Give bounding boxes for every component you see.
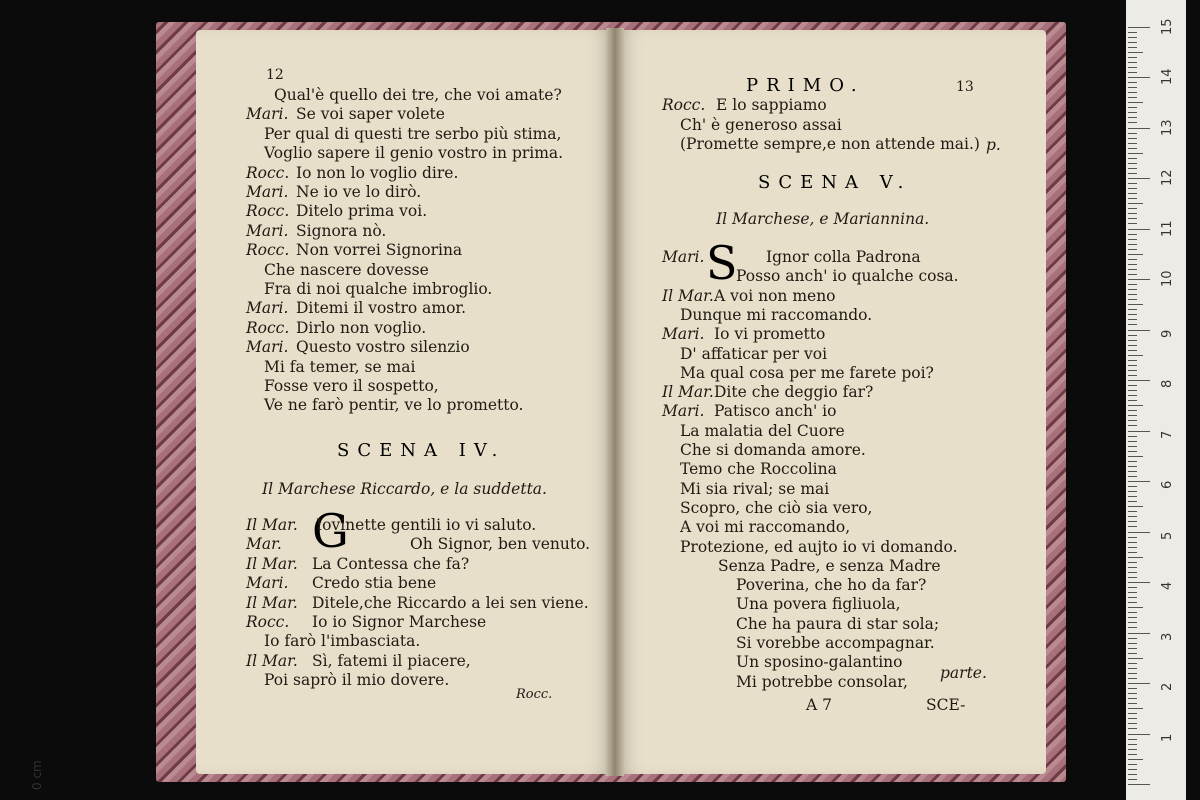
ruler-tick [1128,663,1137,664]
ruler-tick [1128,476,1137,477]
dialogue-line: Senza Padre, e senza Madre [718,556,941,575]
ruler-tick [1128,668,1137,669]
ruler-tick [1128,264,1137,265]
ruler-tick [1128,532,1150,533]
ruler-tick [1128,163,1137,164]
ruler-tick [1128,82,1137,83]
ruler-tick [1128,213,1137,214]
speaker-label: Mari. [662,325,705,344]
ruler-tick [1128,734,1150,735]
ruler-tick [1128,365,1137,366]
speaker-label: Mari. [246,105,289,124]
ruler-number: 5 [1160,531,1175,540]
ruler-tick [1128,294,1137,295]
ruler-number: 11 [1160,219,1175,237]
speaker-label: Il Mar. [246,651,298,670]
ruler-tick [1128,259,1137,260]
dialogue-line: Mi sia rival; se mai [680,479,830,498]
ruler-tick [1128,526,1137,527]
dialogue-line: Ditemi il vostro amor. [296,299,467,318]
speaker-label: Il Mar. [246,554,298,573]
ruler-number: 7 [1160,430,1175,439]
ruler-tick [1128,244,1137,245]
ruler-tick [1128,431,1150,432]
speaker-label: Il Mar. [246,593,298,612]
ruler-tick [1128,653,1137,654]
dialogue-line: Posso anch' io qualche cosa. [736,267,959,286]
ruler-number: 9 [1160,329,1175,338]
ruler-tick [1128,309,1137,310]
speaker-label: Mar. [246,535,282,554]
ruler-tick [1128,254,1143,255]
ruler-number: 4 [1160,581,1175,590]
ruler-tick [1128,703,1137,704]
ruler-tick [1128,587,1137,588]
ruler-tick [1128,42,1137,43]
ruler-tick [1128,314,1137,315]
speaker-label: Mari. [662,402,705,421]
ruler-tick [1128,425,1137,426]
dialogue-line: Qual'è quello dei tre, che voi amate? [274,86,562,104]
ruler-tick [1128,32,1137,33]
ruler-tick [1128,451,1137,452]
ruler-tick [1128,198,1137,199]
dialogue-line: E lo sappiamo [716,96,827,114]
ruler-tick [1128,269,1137,270]
speaker-label: Rocc. [246,202,290,221]
ruler-tick [1128,52,1143,53]
ruler-tick [1128,405,1143,406]
ruler-tick [1128,779,1137,780]
ruler-tick [1128,37,1137,38]
dialogue-line: Fosse vero il sospetto, [264,377,439,395]
ruler-tick [1128,698,1137,699]
ruler-tick [1128,521,1137,522]
dialogue-line: Dirlo non voglio. [296,318,427,337]
dialogue-line: Patisco anch' io [714,402,837,421]
ruler-tick [1128,410,1137,411]
dialogue-line: Ne io ve lo dirò. [296,183,422,201]
ruler-tick [1128,592,1137,593]
ruler-tick [1128,491,1137,492]
ruler-tick [1128,648,1137,649]
dialogue-line: Mi potrebbe consolar, [736,672,908,691]
dialogue-line: Una povera figliuola, [736,595,901,614]
ruler-tick [1128,749,1137,750]
dialogue-line: Un sposino-galantino [736,653,903,672]
speaker-label: Mari. [246,574,289,593]
ruler-tick [1128,759,1143,760]
dialogue-line: Per qual di questi tre serbo più stima, [264,124,562,143]
ruler-unit-label: 0 cm [30,760,44,790]
dialogue-line: D' affaticar per voi [680,344,828,363]
speaker-label: Rocc. [662,96,706,114]
ruler-tick [1128,72,1137,73]
ruler-tick [1128,643,1137,644]
left-page-number: 12 [266,67,284,83]
right-page-number: 13 [956,79,974,95]
ruler-tick [1128,97,1137,98]
ruler-number: 15 [1160,17,1175,35]
dialogue-line: Io vi prometto [714,325,826,344]
ruler-tick [1128,718,1137,719]
speaker-label: Rocc. [246,613,290,631]
ruler-tick [1128,360,1137,361]
ruler-tick [1128,143,1137,144]
ruler-number: 12 [1160,169,1175,186]
ruler-tick [1128,713,1137,714]
dialogue-line: A voi mi raccomando, [680,518,851,537]
ruler-tick [1128,481,1150,482]
ruler-tick [1128,218,1137,219]
ruler-tick [1128,158,1137,159]
exit-mark: parte. [940,664,987,682]
ruler-tick [1128,375,1137,376]
speaker-label: Mari. [246,299,289,318]
ruler-number: 3 [1160,632,1175,641]
dialogue-line: Voglio sapere il genio vostro in prima. [264,144,564,163]
ruler-number: 1 [1160,733,1175,742]
speaker-label: Rocc. [246,318,290,337]
speaker-label: Mari. [246,183,289,201]
dialogue-line: Dunque mi raccomando. [680,305,873,324]
ruler-tick [1128,385,1137,386]
ruler-tick [1128,203,1143,204]
dialogue-line: Dite che deggio far? [714,383,874,402]
ruler-tick [1128,193,1137,194]
ruler-tick [1128,542,1137,543]
dialogue-line: Che si domanda amore. [680,441,866,459]
ruler-tick [1128,708,1143,709]
ruler-tick [1128,486,1137,487]
ruler-tick [1128,390,1137,391]
ruler-tick [1128,340,1137,341]
ruler-tick [1128,627,1137,628]
ruler-tick [1128,446,1137,447]
ruler-tick [1128,612,1137,613]
dialogue-line: Io farò l'imbasciata. [264,632,421,651]
ruler-tick [1128,723,1137,724]
ruler-tick [1128,133,1137,134]
ruler-tick [1128,547,1137,548]
ruler-number: 13 [1160,118,1175,136]
dialogue-line: Questo vostro silenzio [296,338,470,357]
right-scene-title: SCENA V. [758,172,912,193]
left-catchword: Rocc. [516,687,553,702]
ruler-tick [1128,345,1137,346]
ruler-number: 10 [1160,270,1175,287]
ruler-tick [1128,304,1143,305]
ruler-tick [1128,441,1137,442]
ruler-number: 6 [1160,480,1175,489]
ruler-tick [1128,355,1143,356]
dialogue-line: Fra di noi qualche imbroglio. [264,280,493,298]
ruler-tick [1128,168,1137,169]
ruler-tick [1128,572,1137,573]
ruler-tick [1128,415,1137,416]
speaker-label: Rocc. [246,163,290,182]
dialogue-line: Credo stia bene [312,574,437,593]
ruler-tick [1128,456,1143,457]
dialogue-line: La Contessa che fa? [312,554,470,573]
ruler-tick [1128,183,1137,184]
aside-mark: p. [986,136,1001,154]
speaker-label: Rocc. [246,241,290,260]
ruler-tick [1128,350,1137,351]
book-gutter [606,28,624,776]
ruler-tick [1128,607,1143,608]
speaker-label: Il Mar. [662,286,714,305]
dialogue-line: Protezione, ed aujto io vi domando. [680,537,958,556]
ruler-tick [1128,617,1137,618]
right-scene-subtitle: Il Marchese, e Mariannina. [716,210,930,228]
dialogue-line: A voi non meno [714,286,836,305]
ruler-number: 14 [1160,68,1175,85]
ruler-tick [1128,506,1143,507]
dialogue-line: Signora nò. [296,221,387,240]
ruler-tick [1128,208,1137,209]
ruler-tick [1128,229,1150,230]
left-dropcap: G [312,504,349,558]
ruler-tick [1128,678,1137,679]
dialogue-line: Io non lo voglio dire. [296,163,459,182]
ruler-tick [1128,87,1137,88]
ruler-tick [1128,400,1137,401]
ruler-tick [1128,638,1137,639]
ruler-tick [1128,471,1137,472]
ruler-tick [1128,784,1150,785]
ruler-tick [1128,178,1150,179]
dialogue-line: Poi saprò il mio dovere. [264,671,450,690]
ruler-tick [1128,92,1137,93]
ruler-tick [1128,501,1137,502]
dialogue-line: Ve ne farò pentir, ve lo prometto. [264,396,524,415]
ruler-tick [1128,739,1137,740]
ruler-tick [1128,683,1150,684]
ruler-tick [1128,511,1137,512]
speaker-label: Il Mar. [246,516,298,534]
ruler-tick [1128,658,1143,659]
speaker-label: Mari. [662,248,705,266]
dialogue-line: Ma qual cosa per me farete poi? [680,363,934,382]
ruler-tick [1128,557,1143,558]
ruler-tick [1128,774,1137,775]
ruler-tick [1128,57,1137,58]
ruler-tick [1128,537,1137,538]
ruler-tick [1128,582,1150,583]
ruler-tick [1128,330,1150,331]
ruler-tick [1128,496,1137,497]
ruler-tick [1128,395,1137,396]
ruler-tick [1128,239,1137,240]
speaker-label: Mari. [246,338,289,357]
left-scene-title: SCENA IV. [337,440,506,461]
ruler-tick [1128,284,1137,285]
ruler-tick [1128,335,1137,336]
ruler-tick [1128,299,1137,300]
dialogue-line: Ignor colla Padrona [766,248,921,266]
ruler-tick [1128,107,1137,108]
dialogue-line: Che ha paura di star sola; [736,614,940,633]
ruler-tick [1128,754,1137,755]
ruler-tick [1128,744,1137,745]
ruler-tick [1128,223,1137,224]
ruler-tick [1128,234,1137,235]
ruler-tick [1128,577,1137,578]
ruler-tick [1128,188,1137,189]
dialogue-line: Mi fa temer, se mai [264,357,416,376]
right-catchword: SCE- [926,696,966,714]
ruler-tick [1128,117,1137,118]
ruler-tick [1128,764,1137,765]
ruler-tick [1128,370,1137,371]
ruler-tick [1128,597,1137,598]
ruler-tick [1128,516,1137,517]
ruler-tick [1128,436,1137,437]
ruler-tick [1128,47,1137,48]
ruler-tick [1128,769,1137,770]
dialogue-line: Si vorebbe accompagnar. [736,634,935,652]
ruler-tick [1128,122,1137,123]
dialogue-line: Io io Signor Marchese [312,613,487,631]
ruler-number: 2 [1160,682,1175,691]
speaker-label: Mari. [246,221,289,240]
dialogue-line: La malatia del Cuore [680,421,845,440]
ruler-tick [1128,67,1137,68]
dialogue-line: Ditele,che Riccardo a lei sen viene. [312,593,589,612]
speaker-label: Il Mar. [662,383,714,402]
ruler-tick [1128,673,1137,674]
dialogue-line: Sì, fatemi il piacere, [312,651,471,670]
dialogue-line: Ditelo prima voi. [296,202,428,221]
ruler-tick [1128,148,1137,149]
ruler-tick [1128,461,1137,462]
ruler-tick [1128,289,1137,290]
ruler-tick [1128,173,1137,174]
dialogue-line: Se voi saper volete [296,105,445,124]
ruler-tick [1128,562,1137,563]
ruler-tick [1128,249,1137,250]
ruler-tick [1128,633,1150,634]
dialogue-line: Iovinette gentili io vi saluto. [316,516,537,534]
dialogue-line: Che nascere dovesse [264,260,429,279]
ruler-tick [1128,466,1137,467]
ruler-tick [1128,693,1137,694]
ruler-tick [1128,567,1137,568]
dialogue-line: Oh Signor, ben venuto. [410,535,591,554]
dialogue-line: (Promette sempre,e non attende mai.) [680,135,980,153]
ruler-tick [1128,62,1137,63]
ruler-tick [1128,77,1150,78]
dialogue-line: Temo che Roccolina [680,460,837,479]
ruler-tick [1128,319,1137,320]
ruler-tick [1128,602,1137,603]
ruler-tick [1128,138,1137,139]
right-dropcap: S [706,236,738,290]
ruler-tick [1128,274,1137,275]
ruler-tick [1128,688,1137,689]
left-scene-subtitle: Il Marchese Riccardo, e la suddetta. [262,480,547,498]
ruler-number: 8 [1160,379,1175,388]
ruler-tick [1128,153,1143,154]
ruler-tick [1128,279,1150,280]
signature-mark: A 7 [806,696,832,714]
ruler-tick [1128,622,1137,623]
ruler-tick [1128,420,1137,421]
ruler-tick [1128,112,1137,113]
ruler-tick [1128,102,1143,103]
dialogue-line: Ch' è generoso assai [680,115,842,134]
ruler-tick [1128,128,1150,129]
ruler-tick [1128,324,1137,325]
ruler-tick [1128,380,1150,381]
ruler-tick [1128,728,1137,729]
ruler-tick [1128,552,1137,553]
running-head: PRIMO. [746,75,865,96]
dialogue-line: Non vorrei Signorina [296,241,463,260]
dialogue-line: Scopro, che ciò sia vero, [680,498,873,517]
dialogue-line: Poverina, che ho da far? [736,576,927,595]
ruler-tick [1128,27,1150,28]
